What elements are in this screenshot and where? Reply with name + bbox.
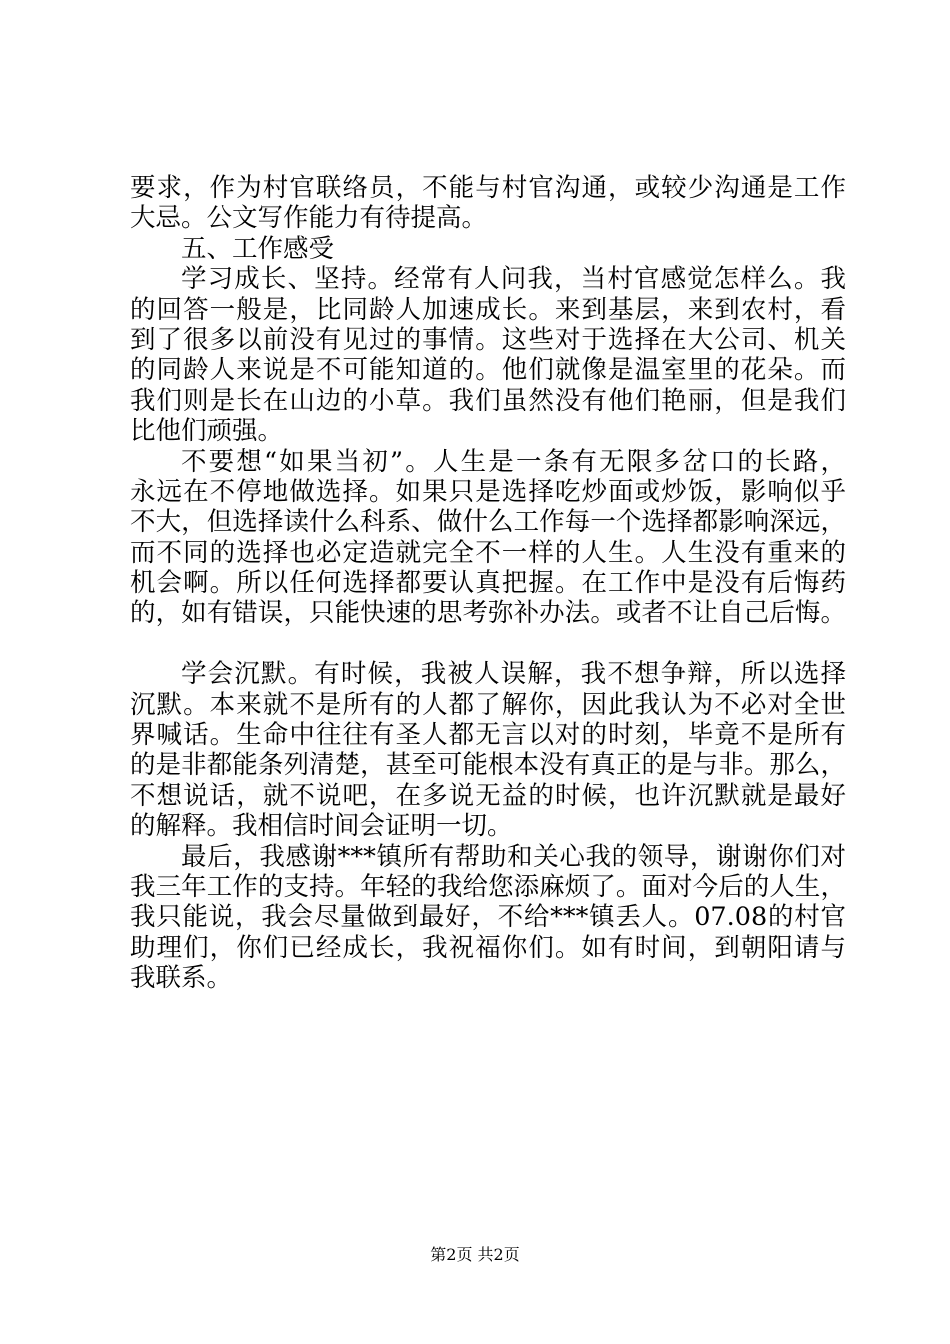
text-line: 我三年工作的支持。年轻的我给您添麻烦了。面对今后的人生， (130, 871, 846, 902)
text-line: 大忌。公文写作能力有待提高。 (130, 203, 488, 234)
text-line: 助理们，你们已经成长，我祝福你们。如有时间，到朝阳请与 (130, 932, 846, 963)
text-line: 机会啊。所以任何选择都要认真把握。在工作中是没有后悔药 (130, 568, 846, 599)
text-line: 学会沉默。有时候，我被人误解，我不想争辩，所以选择 (181, 659, 846, 690)
text-line: 的是非都能条列清楚，甚至可能根本没有真正的是与非。那么， (130, 750, 846, 781)
text-line: 要求，作为村官联络员，不能与村官沟通，或较少沟通是工作 (130, 173, 846, 203)
section-heading (130, 234, 846, 264)
text-line: 我们则是长在山边的小草。我们虽然没有他们艳丽，但是我们 (130, 385, 846, 416)
text-line: 的，如有错误，只能快速的思考弥补办法。或者不让自己后悔。 (130, 598, 846, 629)
text-line: 的同龄人来说是不可能知道的。他们就像是温室里的花朵。而 (130, 355, 846, 386)
text-line: 学习成长、坚持。经常有人问我，当村官感觉怎样么。我 (181, 264, 846, 295)
text-line: 不想说话，就不说吧，在多说无益的时候，也许沉默就是最好 (130, 780, 846, 811)
paragraph (130, 842, 846, 994)
text-line: 比他们顽强。 (130, 416, 284, 447)
text-line: 不要想“如果当初”。人生是一条有无限多岔口的长路， (181, 446, 846, 477)
text-line: 我只能说，我会尽量做到最好，不给***镇丢人。07.08的村官 (130, 902, 846, 933)
text-line: 到了很多以前没有见过的事情。这些对于选择在大公司、机关 (130, 324, 846, 355)
page-number: 第2页 共2页 (430, 1245, 520, 1264)
text-line: 而不同的选择也必定造就完全不一样的人生。人生没有重来的 (130, 537, 846, 568)
paragraph (130, 659, 846, 841)
text-line: 最后，我感谢***镇所有帮助和关心我的领导，谢谢你们对 (181, 841, 846, 872)
text-line: 五、工作感受 (181, 233, 335, 264)
text-line: 我联系。 (130, 963, 233, 994)
paragraph-spacer (130, 629, 846, 659)
paragraph (130, 447, 846, 629)
text-line: 的回答一般是，比同龄人加速成长。来到基层，来到农村，看 (130, 294, 846, 325)
text-line: 界喊话。生命中往往有圣人都无言以对的时刻，毕竟不是所有 (130, 720, 846, 751)
text-line: 不大，但选择读什么科系、做什么工作每一个选择都影响深远， (130, 507, 846, 538)
text-line: 永远在不停地做选择。如果只是选择吃炒面或炒饭，影响似乎 (130, 476, 846, 507)
document-body (130, 173, 846, 994)
text-line: 的解释。我相信时间会证明一切。 (130, 811, 513, 842)
paragraph (130, 264, 846, 446)
text-line: 沉默。本来就不是所有的人都了解你，因此我认为不必对全世 (130, 689, 846, 720)
paragraph (130, 173, 846, 234)
